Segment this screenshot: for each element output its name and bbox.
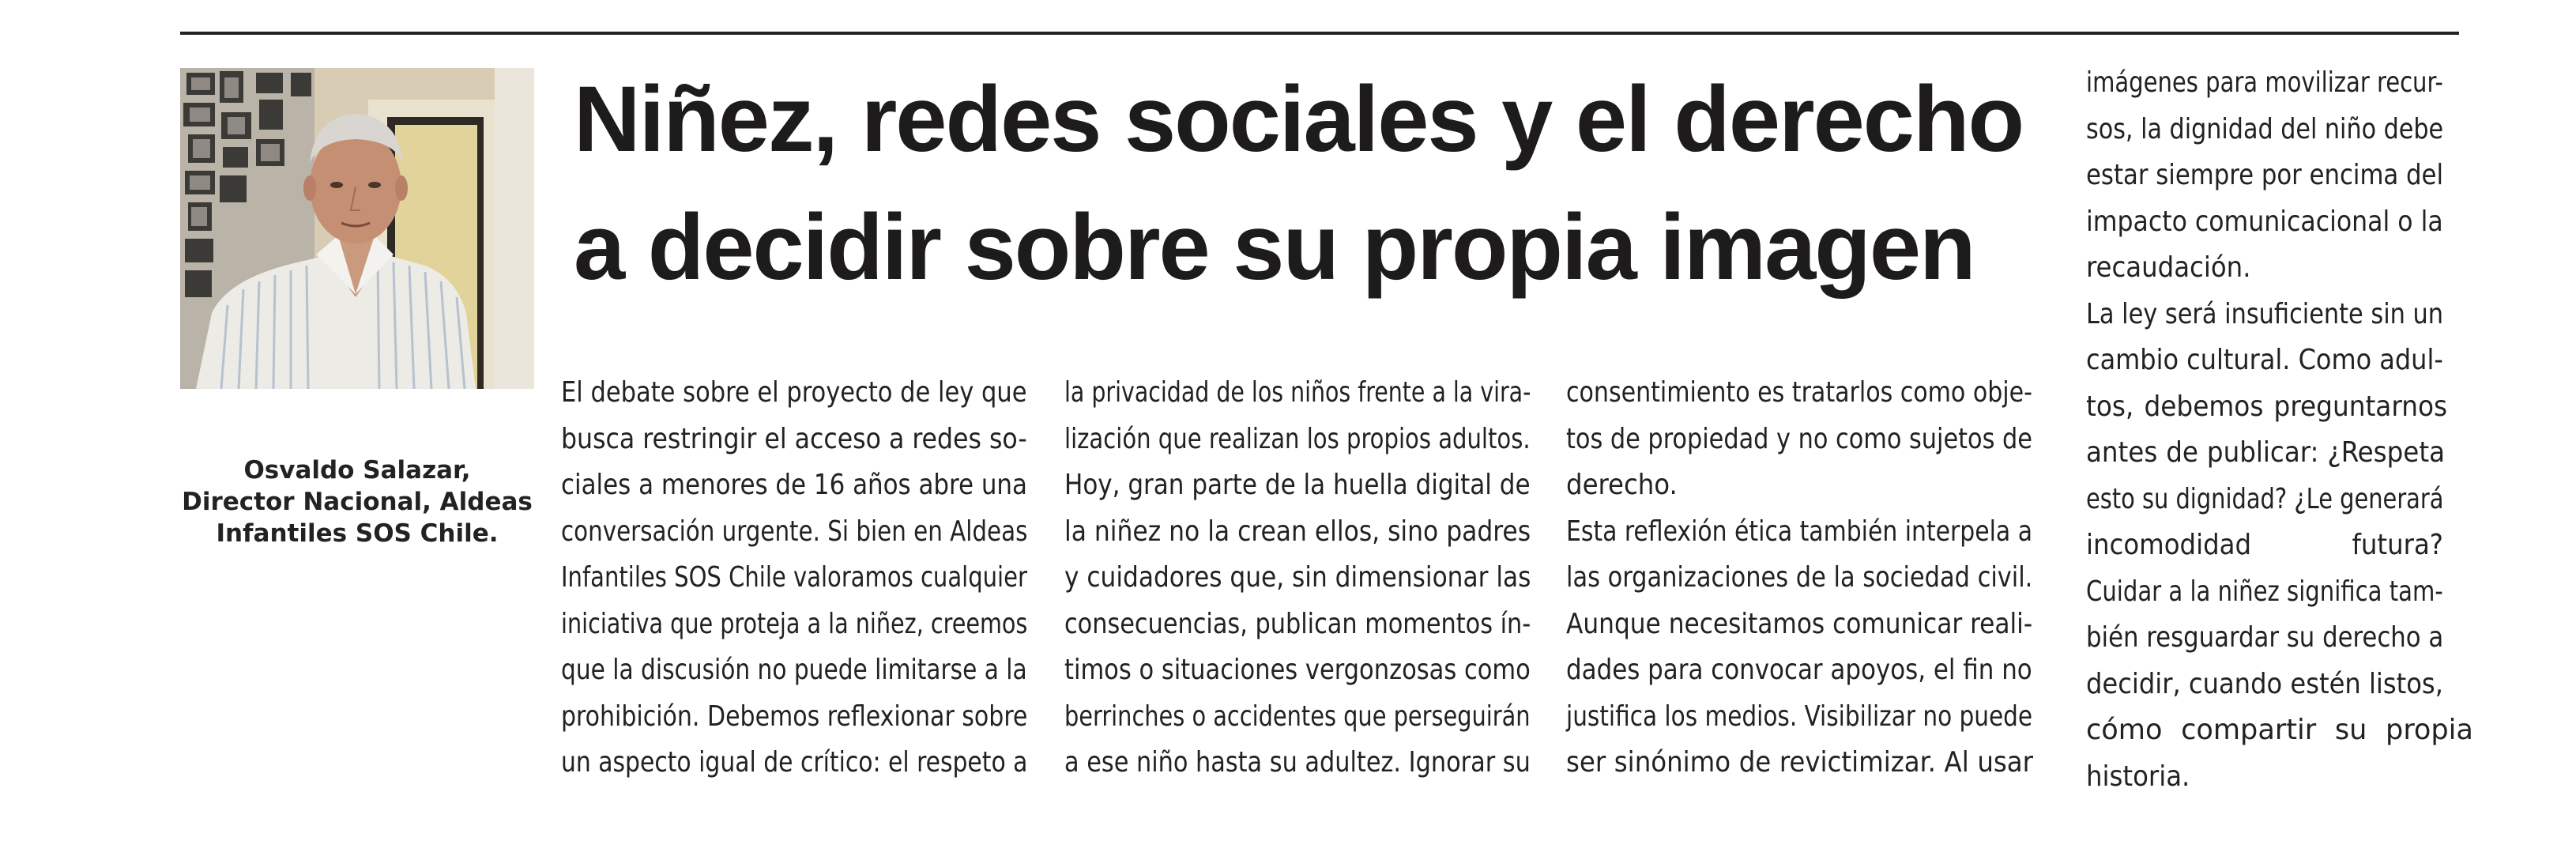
body-line: decidir, cuando estén listos,	[2086, 667, 2443, 700]
body-line: prohibición. Debemos reflexionar sobre	[561, 700, 1028, 733]
article-column-2	[1064, 370, 1531, 786]
body-line: que la discusión no puede limitarse a la	[561, 654, 1027, 686]
headline-line-2: a decidir sobre su propia imagen	[574, 195, 1975, 300]
body-line: ciales a menores de 16 años abre una	[561, 469, 1027, 501]
body-line: la privacidad de los niños frente a la vira-	[1064, 376, 1531, 409]
body-line: sos, la dignidad del niño debe	[2086, 112, 2444, 145]
body-line: ser sinónimo de revictimizar. Al usar	[1566, 746, 2034, 779]
body-line: consentimiento es tratarlos como obje-	[1566, 376, 2032, 409]
body-line: y cuidadores que, sin dimensionar las	[1064, 561, 1531, 594]
body-line: historia.	[2086, 760, 2190, 793]
body-line: imágenes para movilizar recur-	[2086, 66, 2443, 99]
body-line: a ese niño hasta su adultez. Ignorar su	[1064, 746, 1531, 779]
body-line: cambio cultural. Como adul-	[2086, 344, 2443, 376]
body-line: cómo compartir su propia	[2086, 714, 2473, 746]
body-line: lización que realizan los propios adultos.	[1064, 422, 1531, 455]
body-line: conversación urgente. Si bien en Aldeas	[561, 515, 1028, 548]
article-column-3	[1566, 370, 2032, 786]
body-line: recaudación.	[2086, 251, 2251, 284]
caption-name: Osvaldo Salazar,	[243, 456, 471, 485]
body-line: dades para convocar apoyos, el fin no	[1566, 654, 2032, 686]
body-line: busca restringir el acceso a redes so-	[561, 422, 1027, 455]
body-line: timos o situaciones vergonzosas como	[1064, 654, 1531, 686]
body-line: La ley será insuficiente sin un	[2086, 297, 2444, 330]
caption-organization: Infantiles SOS Chile.	[216, 519, 499, 548]
body-line: Cuidar a la niñez significa tam-	[2086, 575, 2443, 608]
body-line: un aspecto igual de crítico: el respeto a	[561, 746, 1028, 779]
body-line: esto su dignidad? ¿Le generará	[2086, 482, 2444, 515]
body-line: iniciativa que proteja a la niñez, creemos	[561, 607, 1028, 640]
body-line: Hoy, gran parte de la huella digital de	[1064, 469, 1531, 501]
author-photo	[180, 68, 534, 389]
body-line: antes de publicar: ¿Respeta	[2086, 436, 2446, 469]
headline-line-1: Niñez, redes sociales y el derecho	[574, 67, 2024, 172]
body-line: impacto comunicacional o la	[2086, 205, 2443, 238]
body-line: bién resguardar su derecho a	[2086, 621, 2444, 654]
body-line: Infantiles SOS Chile valoramos cualquier	[561, 561, 1027, 594]
body-line: estar siempre por encima del	[2086, 159, 2444, 191]
top-rule	[180, 32, 2459, 35]
caption-role: Director Nacional, Aldeas	[182, 488, 533, 516]
body-line: las organizaciones de la sociedad civil.	[1566, 561, 2033, 594]
body-line: justifica los medios. Visibilizar no puede	[1566, 700, 2033, 733]
body-line: tos de propiedad y no como sujetos de	[1566, 422, 2032, 455]
article-column-4	[2086, 60, 2473, 800]
body-line: El debate sobre el proyecto de ley que	[561, 376, 1027, 409]
article-headline	[574, 55, 2033, 311]
body-line: derecho.	[1566, 469, 1678, 501]
body-line: tos, debemos preguntarnos	[2086, 390, 2448, 423]
body-line: Esta reflexión ética también interpela a	[1566, 515, 2033, 548]
portrait-photo-icon	[180, 68, 534, 389]
photo-caption	[180, 454, 534, 549]
body-line: consecuencias, publican momentos ín-	[1064, 607, 1531, 640]
body-line: Aunque necesitamos comunicar reali-	[1566, 607, 2033, 640]
article-column-1	[561, 370, 1027, 786]
body-line: berrinches o accidentes que perseguirán	[1064, 700, 1531, 733]
body-line: la niñez no la crean ellos, sino padres	[1064, 515, 1531, 548]
body-line: incomodidad futura?	[2086, 529, 2443, 561]
